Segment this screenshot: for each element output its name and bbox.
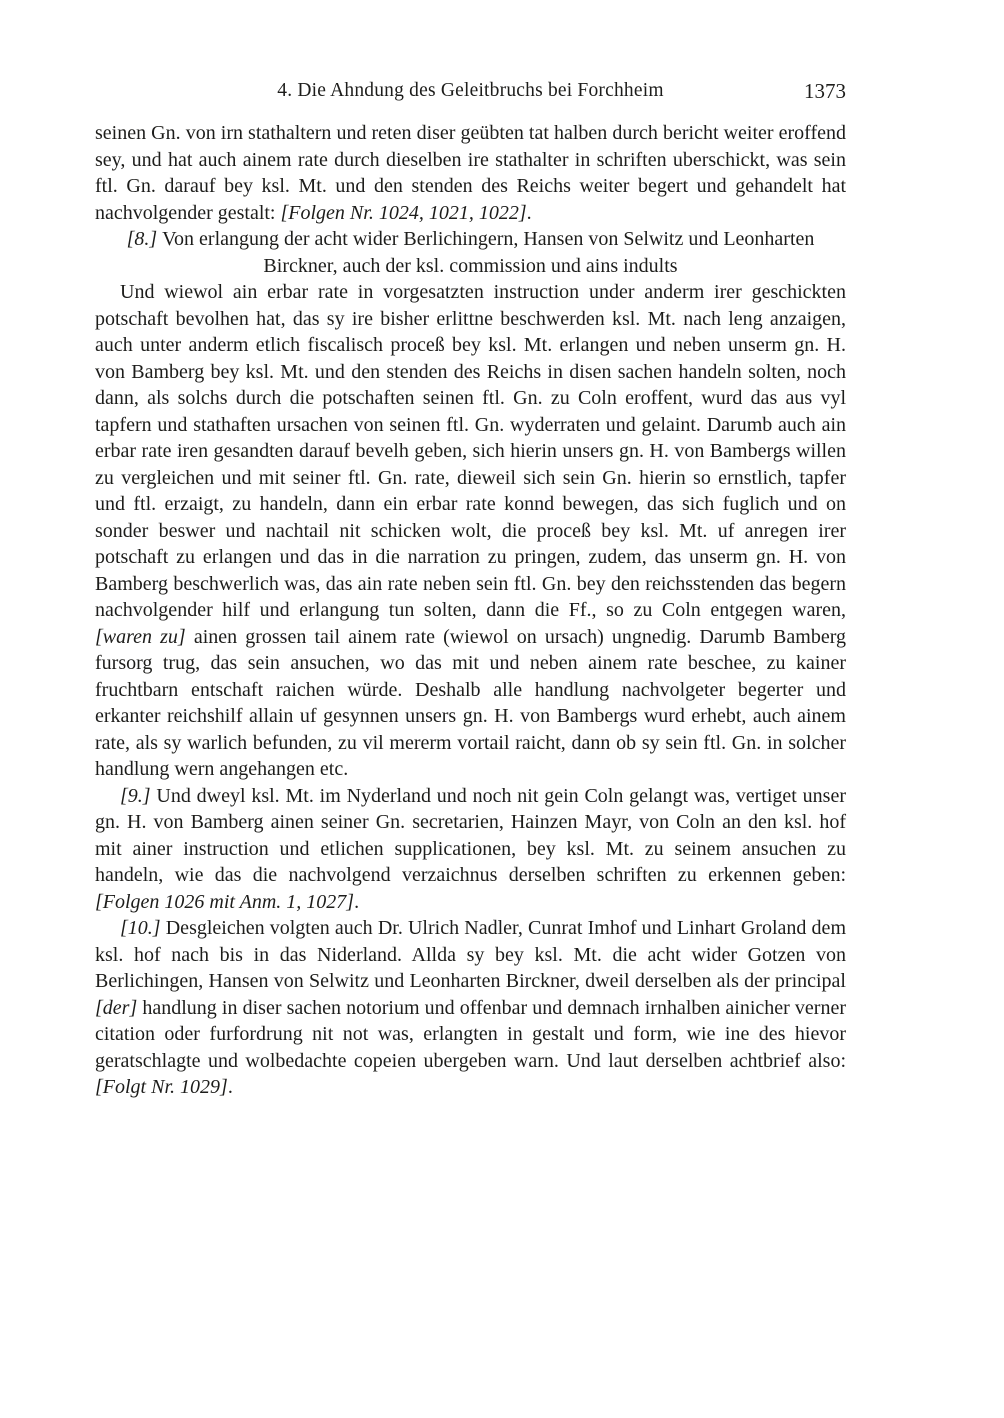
running-header (95, 76, 846, 106)
text-run: . (526, 201, 532, 224)
text-run: seinen Gn. von irn stathaltern und reten diser geübten tat halben durch bericht weiter eroffend sey, und hat auch ainem rate durch dieselben ire stathalter in schriften uberschickt, was sein ftl. Gn. darauf bey ksl. Mt. und den stenden des Reichs weiter begert und gehandelt hat nachvolgender gestalt: (95, 122, 846, 224)
running-head-title: 4. Die Ahndung des Geleitbruchs bei Forchheim (277, 80, 664, 101)
text-run: handlung in diser sachen notorium und offenbar und demnach irnhalben ainicher verner citation oder furfordrung nit not was, erlangten in gestalt und form, wie ine des hievor geratschlagte und wolbedachte copeien ubergeben warn. Und laut derselben achtbrief also: (95, 996, 846, 1072)
editorial-note: [Folgt Nr. 1029] (95, 1076, 228, 1098)
page-number: 1373 (804, 79, 846, 103)
paragraph-9 (95, 783, 846, 916)
text-run: Und dweyl ksl. Mt. im Nyderland und noch nit gein Coln gelangt was, vertiget unser gn. H. von Bamberg ainen seiner Gn. secretarien, Hainzen Mayr, von Coln an den ksl. hof mit ainer instruction und etlichen supplicationen, bey ksl. Mt. zu seinem ansuchen zu handeln, wie das die nachvolgend verzaichnus derselben schriften zu erkennen geben: (95, 784, 846, 886)
editorial-note: [waren zu] (95, 625, 186, 648)
section-number: [9.] (120, 784, 151, 807)
editorial-note: [Folgen 1026 mit Anm. 1, 1027] (95, 890, 355, 913)
text-run: Und wiewol ain erbar rate in vorgesatzten instruction under anderm irer geschickten potschaft bevolhen hat, das sy ire bisher erlittne beschwerden ksl. Mt. nach leng anzaigen, auch unter anderm etlich fiscalisch proceß bey ksl. Mt. erlangen und neben unserm gn. H. von Bamberg bey ksl. Mt. und den stenden des Reichs in disen sachen handeln solten, noch dann, als solchs durch die potschaften seinen ftl. Gn. zu Coln eroffent, wurd das aus vyl tapfern und stathaften ursachen von seinen ftl. Gn. wyderraten und gelaint. Darumb auch ain erbar rate iren gesandten darauf bevelh geben, sich hierin unsers gn. H. von Bambergs willen zu vergleichen und mit seiner ftl. Gn. rate, dieweil sich sein Gn. hierin so ernstlich, tapfer und ftl. erzaigt, zu handeln, dann ein erbar rate konnd bewegen, das sich fuglich und on sonder beswer und nachtail nit schicken wolt, die proceß bey ksl. Mt. uf anregen irer potschaft zu erlangen und das in die narration zu pringen, zudem, das unserm gn. H. von Bamberg beschwerlich was, das ain rate neben sein ftl. Gn. bey den reichsstenden das begern nachvolgender hilf und erlangung tun solten, dann die Ff., so zu Coln entgegen waren, (95, 281, 846, 621)
text-run: Desgleichen volgten auch Dr. Ulrich Nadler, Cunrat Imhof und Linhart Groland dem ksl. hof nach bis in das Niderland. Allda sy bey ksl. Mt. die acht wider Gotzen von Berlichingen, Hansen von Selwitz und Leonharten Birckner, dweil derselben als der principal (95, 917, 846, 992)
section-number: [10.] (120, 917, 161, 939)
text-run: . (354, 890, 360, 913)
paragraph-continuation (95, 120, 846, 226)
section-heading-8 (95, 226, 846, 279)
paragraph-instruction (95, 279, 846, 783)
editorial-note: [Folgen Nr. 1024, 1021, 1022] (280, 201, 527, 224)
text-run: ainen grossen tail ainem rate (wiewol on ursach) ungnedig. Darumb Bamberg fursorg trug, das sein ansuchen, wo das mit und neben ainem rate beschee, zu kainer fruchtbarn entschaft raichen würde. Deshalb alle handlung nachvolgeter begerter und erkanter reichshilf allain uf gesynnen unsers gn. H. von Bambergs wurd erhebt, auch ainem rate, als sy warlich befunden, zu vil mererm vortail raicht, dann ob sy sein ftl. Gn. in solcher handlung wern angehangen etc. (95, 625, 846, 780)
text-run: . (227, 1076, 233, 1098)
section-title: Von erlangung der acht wider Berlichingern, Hansen von Selwitz und Leonharten Birckner, auch der ksl. commission und ains indults (162, 228, 815, 277)
editorial-note: [der] (95, 996, 138, 1019)
paragraph-10 (95, 915, 846, 1101)
section-number: [8.] (126, 228, 163, 250)
text-body (95, 120, 846, 1101)
